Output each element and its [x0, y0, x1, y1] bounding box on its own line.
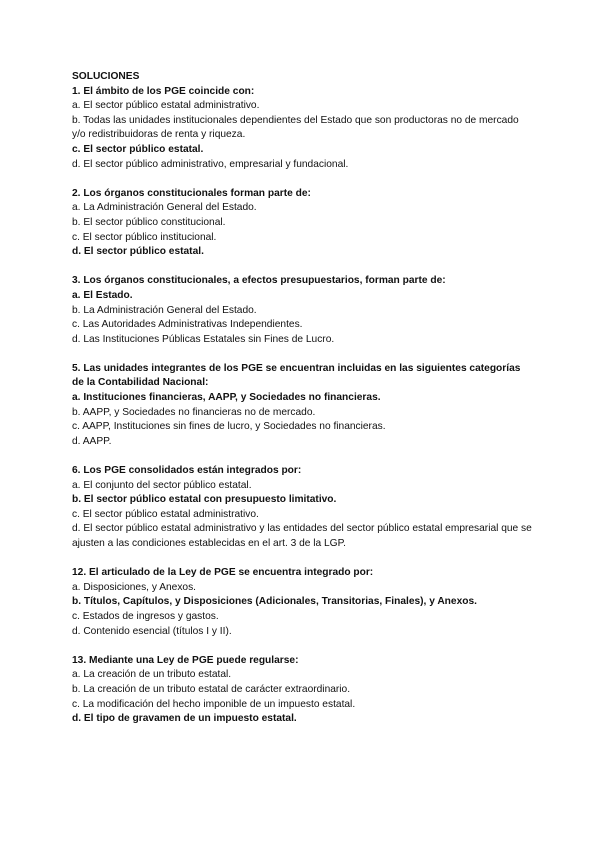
question-title: 3. Los órganos constitucionales, a efectos presupuestarios, forman parte de: [72, 275, 446, 287]
correct-answer-option: b. Títulos, Capítulos, y Disposiciones (Adicionales, Transitorias, Finales), y Anexos. [72, 596, 477, 608]
question-title: 2. Los órganos constitucionales forman parte de: [72, 187, 311, 199]
answer-option: a. El sector público estatal administrativo. [72, 100, 260, 112]
answer-option: d. El sector público estatal administrativo y las entidades del sector público estatal empresarial que se ajusten a las condiciones establecidas en el art. 3 de la LGP. [72, 523, 532, 549]
question-block [72, 654, 532, 727]
answer-option: b. La creación de un tributo estatal de carácter extraordinario. [72, 683, 351, 695]
answer-option: b. El sector público constitucional. [72, 216, 226, 228]
answer-option: c. AAPP, Instituciones sin fines de lucro, y Sociedades no financieras. [72, 421, 386, 433]
answer-option: c. El sector público institucional. [72, 231, 217, 243]
document-page [72, 70, 532, 741]
question-list [72, 85, 532, 727]
answer-option: c. Las Autoridades Administrativas Independientes. [72, 319, 303, 331]
correct-answer-option: d. El tipo de gravamen de un impuesto estatal. [72, 713, 297, 725]
correct-answer-option: a. El Estado. [72, 289, 133, 301]
correct-answer-option: b. El sector público estatal con presupuesto limitativo. [72, 494, 337, 506]
question-title: 6. Los PGE consolidados están integrados por: [72, 465, 302, 477]
question-block [72, 464, 532, 552]
answer-option: a. Disposiciones, y Anexos. [72, 581, 197, 593]
question-title: 1. El ámbito de los PGE coincide con: [72, 85, 255, 97]
answer-option: c. El sector público estatal administrativo. [72, 508, 259, 520]
answer-option: b. La Administración General del Estado. [72, 304, 257, 316]
question-title: 5. Las unidades integrantes de los PGE se encuentran incluidas en las siguientes categorías de la Contabilidad Nacional: [72, 362, 521, 389]
question-block [72, 566, 532, 639]
question-title: 12. El articulado de la Ley de PGE se encuentra integrado por: [72, 567, 374, 579]
answer-option: d. Contenido esencial (títulos I y II). [72, 625, 232, 637]
answer-option: b. Todas las unidades institucionales dependientes del Estado que son productoras no de mercado y/o redistribuidoras de renta y riqueza. [72, 114, 519, 141]
answer-option: b. AAPP, y Sociedades no financieras no de mercado. [72, 406, 316, 418]
correct-answer-option: c. El sector público estatal. [72, 143, 204, 155]
answer-option: c. La modificación del hecho imponible de un impuesto estatal. [72, 698, 356, 710]
question-block [72, 362, 532, 450]
question-block [72, 274, 532, 347]
answer-option: d. El sector público administrativo, empresarial y fundacional. [72, 158, 349, 170]
question-block [72, 85, 532, 173]
document-heading: SOLUCIONES [72, 71, 140, 82]
answer-option: a. La Administración General del Estado. [72, 202, 257, 214]
question-block [72, 187, 532, 260]
answer-option: d. AAPP. [72, 435, 112, 447]
correct-answer-option: d. El sector público estatal. [72, 246, 204, 258]
answer-option: d. Las Instituciones Públicas Estatales sin Fines de Lucro. [72, 333, 335, 345]
answer-option: a. El conjunto del sector público estatal. [72, 479, 252, 491]
correct-answer-option: a. Instituciones financieras, AAPP, y Sociedades no financieras. [72, 392, 381, 404]
question-title: 13. Mediante una Ley de PGE puede regularse: [72, 654, 299, 666]
answer-option: a. La creación de un tributo estatal. [72, 669, 232, 681]
answer-option: c. Estados de ingresos y gastos. [72, 610, 219, 622]
